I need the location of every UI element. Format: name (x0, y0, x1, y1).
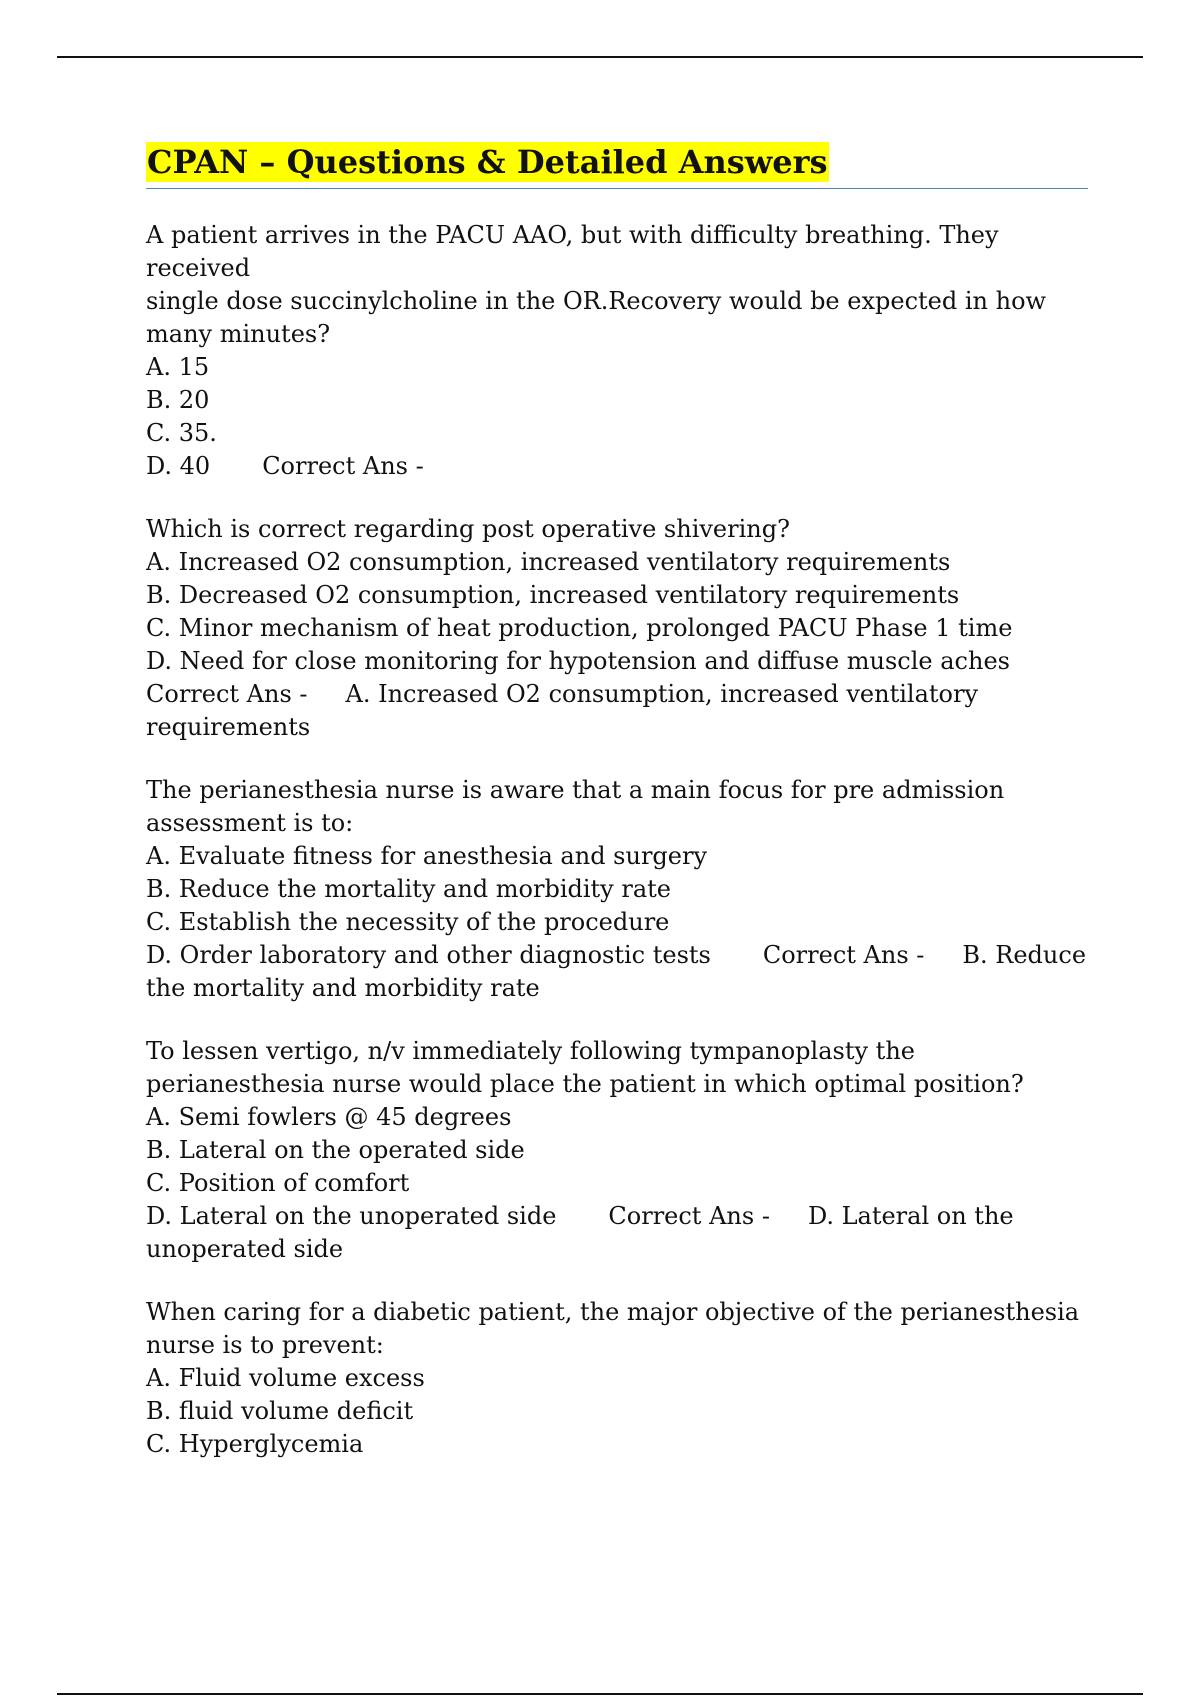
answer-option: A. Semi fowlers @ 45 degrees (146, 1103, 512, 1131)
answer-option: A. Increased O2 consumption, increased ventilatory requirements (146, 548, 951, 576)
answer-option: C. 35. (146, 419, 217, 447)
question-stem-line: assessment is to: (146, 809, 354, 837)
answer-option: B. Decreased O2 consumption, increased ventilatory requirements (146, 581, 960, 609)
correct-answer-text: B. Reduce (962, 941, 1087, 969)
question-stem-line: many minutes? (146, 320, 331, 348)
question-stem-line: perianesthesia nurse would place the patient in which optimal position? (146, 1070, 1024, 1098)
correct-answer-text: requirements (146, 713, 311, 741)
correct-answer-label: Correct Ans - (146, 680, 308, 708)
answer-option: C. Hyperglycemia (146, 1430, 364, 1458)
answer-option: A. Fluid volume excess (146, 1364, 425, 1392)
correct-answer-text: A. Increased O2 consumption, increased ventilatory (345, 680, 979, 708)
question-2 (146, 513, 1088, 744)
answer-option: A. Evaluate fitness for anesthesia and surgery (146, 842, 708, 870)
correct-answer-label: Correct Ans - (262, 452, 424, 480)
answer-option: D. Order laboratory and other diagnostic tests (146, 941, 711, 969)
answer-option: C. Establish the necessity of the procedure (146, 908, 670, 936)
correct-answer-row (146, 678, 1088, 711)
document-title: CPAN – Questions & Detailed Answers (147, 143, 828, 181)
answer-option-row (146, 1200, 1088, 1233)
answer-option: A. 15 (146, 353, 210, 381)
answer-option-row (146, 939, 1088, 972)
correct-answer-text: unoperated side (146, 1235, 344, 1263)
correct-answer-text: D. Lateral on the (807, 1202, 1014, 1230)
question-stem-line: The perianesthesia nurse is aware that a main focus for pre admission (146, 776, 1005, 804)
header-rule (57, 56, 1143, 58)
answer-option: C. Position of comfort (146, 1169, 410, 1197)
document-body (146, 142, 1088, 1491)
answer-option: B. Lateral on the operated side (146, 1136, 525, 1164)
answer-option-row (146, 450, 1088, 483)
answer-option: C. Minor mechanism of heat production, prolonged PACU Phase 1 time (146, 614, 1013, 642)
answer-option: D. Need for close monitoring for hypotension and diffuse muscle aches (146, 647, 1010, 675)
correct-answer-label: Correct Ans - (608, 1202, 770, 1230)
answer-option: D. Lateral on the unoperated side (146, 1202, 557, 1230)
footer-rule (57, 1693, 1143, 1695)
question-stem-line: nurse is to prevent: (146, 1331, 384, 1359)
answer-option: D. 40 (146, 452, 211, 480)
question-stem-line: A patient arrives in the PACU AAO, but with difficulty breathing. They received (146, 221, 1007, 282)
question-stem-line: To lessen vertigo, n/v immediately following tympanoplasty the (146, 1037, 915, 1065)
question-3 (146, 774, 1088, 1005)
question-stem-line: When caring for a diabetic patient, the major objective of the perianesthesia (146, 1298, 1080, 1326)
title-block (146, 142, 1088, 189)
answer-option: B. 20 (146, 386, 210, 414)
question-stem-line: single dose succinylcholine in the OR.Recovery would be expected in how (146, 287, 1047, 315)
question-5 (146, 1296, 1088, 1461)
question-1 (146, 219, 1088, 483)
correct-answer-text: the mortality and morbidity rate (146, 974, 540, 1002)
answer-option: B. Reduce the mortality and morbidity rate (146, 875, 671, 903)
answer-option: B. fluid volume deficit (146, 1397, 414, 1425)
correct-answer-label: Correct Ans - (762, 941, 925, 969)
question-stem-line: Which is correct regarding post operative shivering? (146, 515, 790, 543)
question-4 (146, 1035, 1088, 1266)
